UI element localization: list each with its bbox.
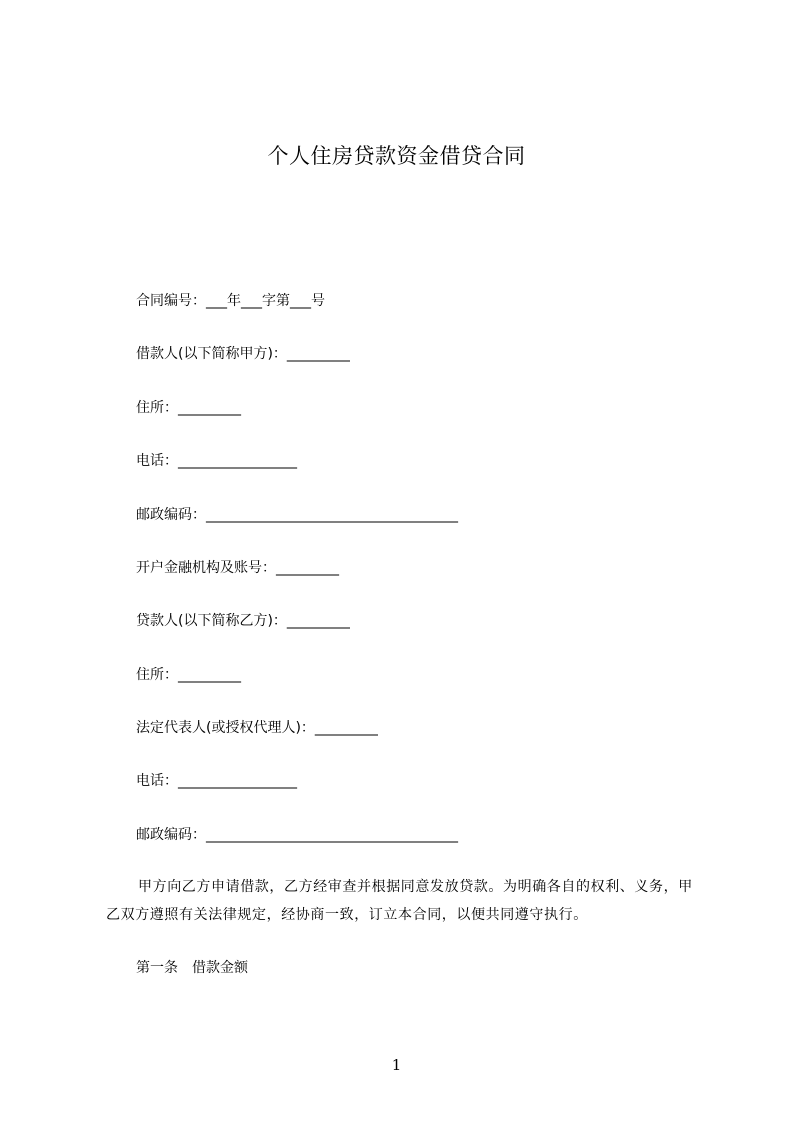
- lender-postcode-field: 邮政编码：____________________________________: [136, 827, 458, 843]
- borrower-field: 借款人(以下简称甲方)：_________: [136, 346, 350, 362]
- intro-paragraph: 甲方向乙方申请借款，乙方经审查并根据同意发放贷款。为明确各自的权利、义务，甲乙双方遵照有关法律规定，经协商一致，订立本合同，以便共同遵守执行。: [106, 879, 693, 923]
- bank-account-field: 开户金融机构及账号：_________: [136, 560, 339, 576]
- borrower-phone-field: 电话：_________________: [136, 453, 297, 469]
- document-title: 个人住房贷款资金借贷合同: [267, 144, 526, 168]
- lender-field: 贷款人(以下简称乙方)：_________: [136, 613, 350, 629]
- lender-address-field: 住所：_________: [136, 667, 241, 683]
- contract-number-field: 合同编号：___年___字第___号: [136, 293, 325, 309]
- borrower-address-field: 住所：_________: [136, 400, 241, 416]
- legal-representative-field: 法定代表人(或授权代理人)：_________: [136, 720, 378, 736]
- borrower-postcode-field: 邮政编码：____________________________________: [136, 507, 458, 523]
- lender-phone-field: 电话：_________________: [136, 773, 297, 789]
- article-heading: 第一条 借款金额: [136, 960, 248, 976]
- page-number: 1: [391, 1056, 402, 1074]
